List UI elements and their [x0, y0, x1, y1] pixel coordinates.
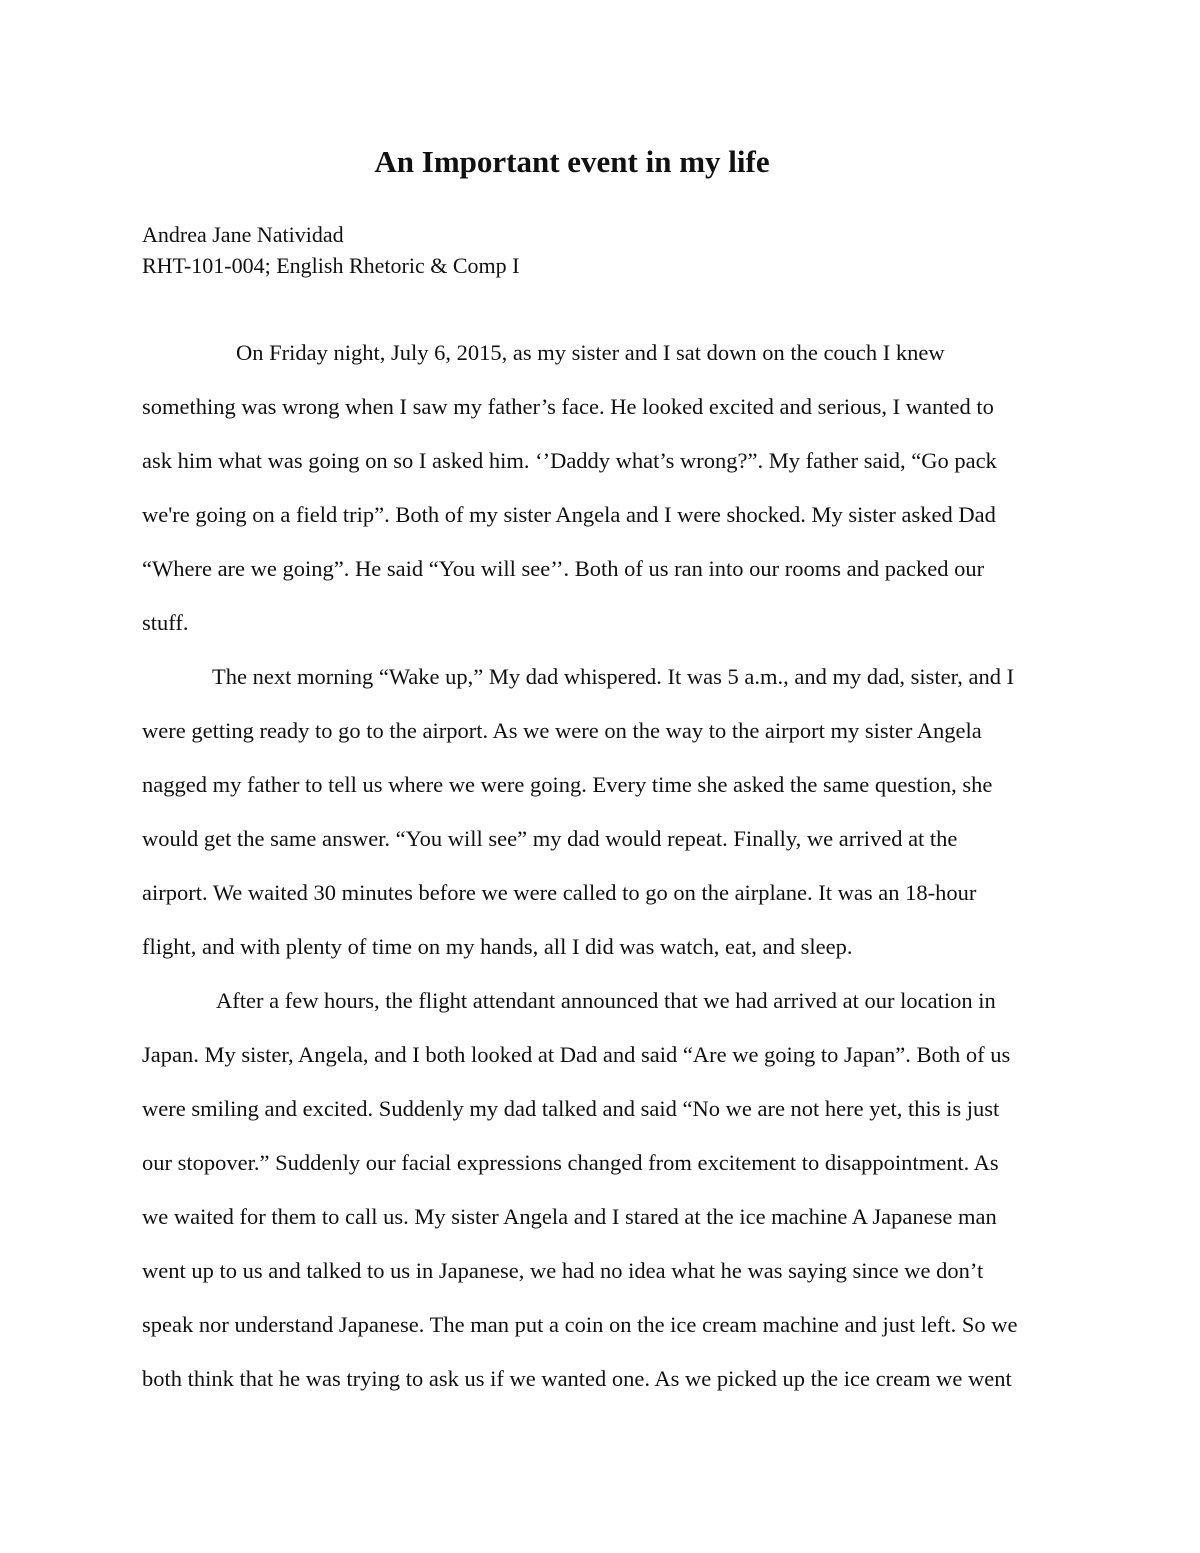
text-line: nagged my father to tell us where we were going. Every time she asked the same question, she [142, 772, 993, 797]
text-line: were smiling and excited. Suddenly my dad talked and said “No we are not here yet, this is just [142, 1096, 1000, 1121]
text-line: were getting ready to go to the airport. As we were on the way to the airport my sister Angela [142, 718, 982, 743]
course-info: RHT-101-004; English Rhetoric & Comp I [142, 253, 520, 278]
text-line: The next morning “Wake up,” My dad whispered. It was 5 a.m., and my dad, sister, and I [212, 664, 1015, 689]
text-line: After a few hours, the flight attendant announced that we had arrived at our location in [216, 988, 996, 1013]
text-line: our stopover.” Suddenly our facial expressions changed from excitement to disappointment. As [142, 1150, 999, 1175]
text-line: something was wrong when I saw my father’s face. He looked excited and serious, I wanted to [142, 394, 994, 419]
text-line: we waited for them to call us. My sister Angela and I stared at the ice machine A Japanese man [142, 1204, 997, 1229]
text-line: we're going on a field trip”. Both of my sister Angela and I were shocked. My sister asked Dad [142, 502, 996, 527]
document-title: An Important event in my life [374, 144, 770, 179]
text-line: On Friday night, July 6, 2015, as my sister and I sat down on the couch I knew [236, 340, 945, 365]
text-line: Japan. My sister, Angela, and I both looked at Dad and said “Are we going to Japan”. Both of us [142, 1042, 1011, 1067]
text-line: airport. We waited 30 minutes before we were called to go on the airplane. It was an 18-hour [142, 880, 977, 905]
text-line: went up to us and talked to us in Japanese, we had no idea what he was saying since we don’t [142, 1258, 984, 1283]
author-name: Andrea Jane Natividad [142, 222, 344, 247]
text-line: stuff. [142, 610, 189, 635]
text-line: flight, and with plenty of time on my hands, all I did was watch, eat, and sleep. [142, 934, 853, 959]
text-line: would get the same answer. “You will see” my dad would repeat. Finally, we arrived at the [142, 826, 958, 851]
text-line: both think that he was trying to ask us if we wanted one. As we picked up the ice cream we went [142, 1366, 1012, 1391]
text-line: speak nor understand Japanese. The man put a coin on the ice cream machine and just left. So we [142, 1312, 1018, 1337]
text-line: “Where are we going”. He said “You will see’’. Both of us ran into our rooms and packed our [142, 556, 985, 581]
text-line: ask him what was going on so I asked him. ‘’Daddy what’s wrong?”. My father said, “Go pack [142, 448, 997, 473]
